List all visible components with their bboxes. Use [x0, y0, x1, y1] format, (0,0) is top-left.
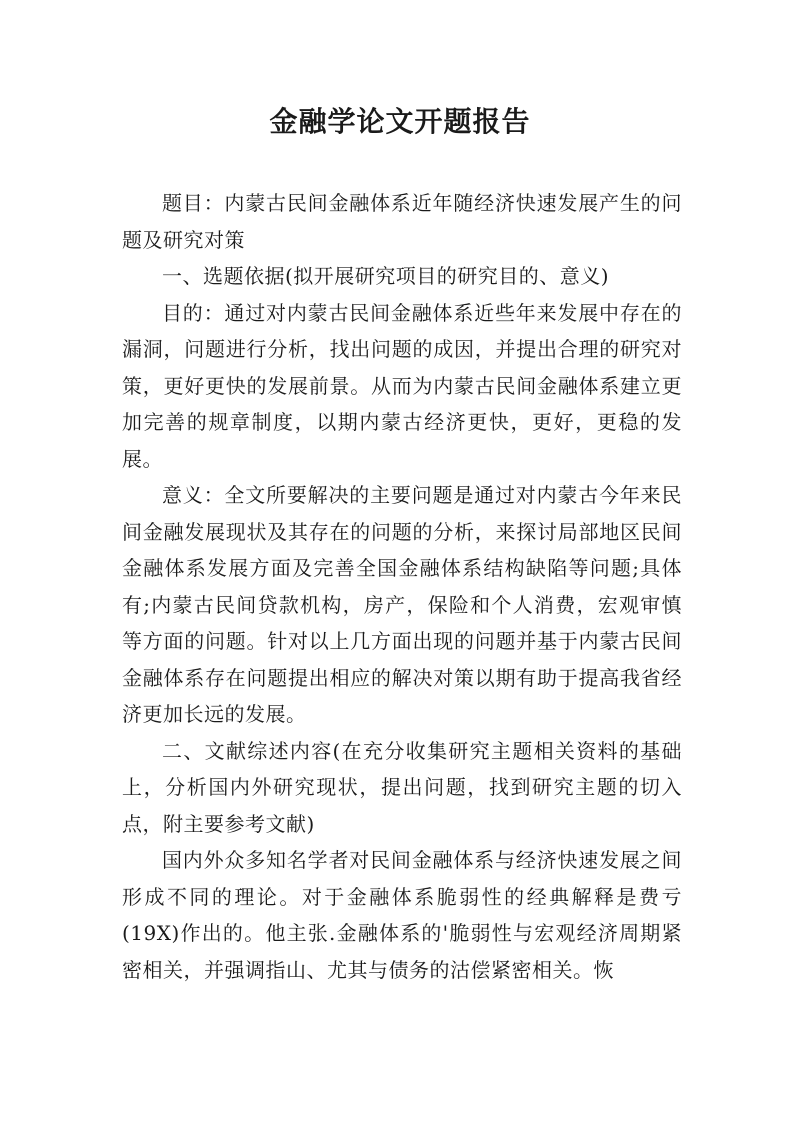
section-heading-literature: 二、文献综述内容(在充分收集研究主题相关资料的基础上，分析国内外研究现状，提出问题，找到研究主题的切入点，附主要参考文献) [122, 738, 682, 836]
document-title: 金融学论文开题报告 [269, 105, 531, 138]
purpose-paragraph: 目的：通过对内蒙古民间金融体系近些年来发展中存在的漏洞，问题进行分析，找出问题的成因，并提出合理的研究对策，更好更快的发展前景。从而为内蒙古民间金融体系建立更加完善的规章制度，以期内蒙古经济更快，更好，更稳的发展。 [122, 300, 682, 471]
literature-paragraph: 国内外众多知名学者对民间金融体系与经济快速发展之间形成不同的理论。对于金融体系脆弱性的经典解释是费亏(19X)作出的。他主张.金融体系的'脆弱性与宏观经济周期紧密相关，并强调指山、尤其与债务的沽偿紧密相关。恢 [122, 848, 682, 982]
document-body [122, 185, 682, 988]
topic-paragraph: 题目：内蒙古民间金融体系近年随经济快速发展产生的问题及研究对策 [122, 191, 682, 252]
significance-paragraph: 意义：全文所要解决的主要问题是通过对内蒙古今年来民间金融发展现状及其存在的问题的分析，来探讨局部地区民间金融体系发展方面及完善全国金融体系结构缺陷等问题;具体有;内蒙古民间贷款机构，房产，保险和个人消费，宏观审慎等方面的问题。针对以上几方面出现的问题并基于内蒙古民间金融体系存在问题提出相应的解决对策以期有助于提高我省经济更加长远的发展。 [122, 483, 682, 726]
section-heading-basis: 一、选题依据(拟开展研究项目的研究目的、意义) [162, 264, 610, 288]
